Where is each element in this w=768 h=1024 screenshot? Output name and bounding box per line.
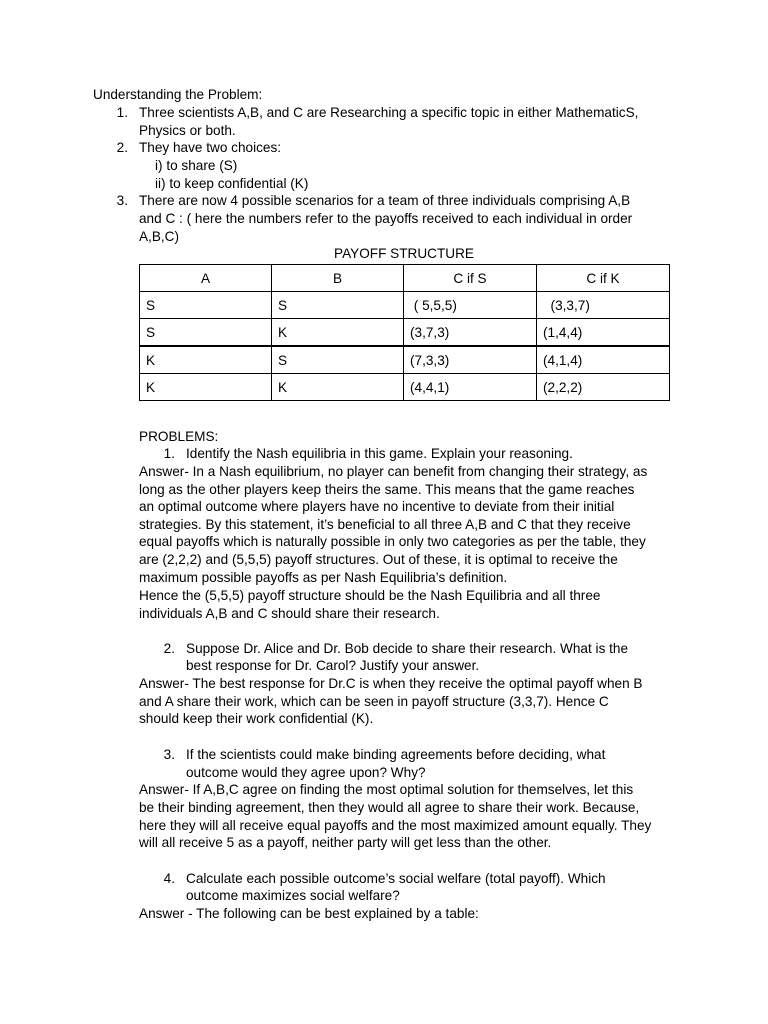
list-item-text: A,B,C) — [139, 229, 180, 244]
table-row — [140, 346, 670, 374]
table-cell: (4,1,4) — [537, 346, 670, 374]
answer-text: equal payoffs which is naturally possible in only two categories as per the table, they — [139, 534, 646, 549]
answer-text: strategies. By this statement, it’s beneficial to all three A,B and C that they receive — [139, 517, 631, 532]
answer-text: an optimal outcome where players have no incentive to deviate from their initial — [139, 499, 615, 514]
answer-text: long as the other players keep theirs the same. This means that the game reaches — [139, 482, 635, 497]
table-title: PAYOFF STRUCTURE — [334, 246, 474, 261]
column-header: C if S — [404, 265, 537, 292]
table-cell: (7,3,3) — [404, 346, 537, 374]
question-text: outcome maximizes social welfare? — [186, 888, 400, 903]
answer-text: should keep their work confidential (K). — [139, 711, 374, 726]
list-number: 3. — [116, 193, 128, 208]
table-cell: S — [140, 319, 272, 347]
table-row — [140, 292, 670, 319]
answer-text: Answer- In a Nash equilibrium, no player can benefit from changing their strategy, as — [139, 464, 648, 479]
question-number: 1. — [163, 446, 175, 461]
column-header: C if K — [537, 265, 670, 292]
table-cell: (1,4,4) — [537, 319, 670, 347]
list-item-text: There are now 4 possible scenarios for a team of three individuals comprising A,B — [139, 193, 631, 208]
table-row — [140, 319, 670, 347]
list-item-text: and C : ( here the numbers refer to the payoffs received to each individual in order — [139, 211, 633, 226]
answer-text: and A share their work, which can be seen in payoff structure (3,3,7). Hence C — [139, 694, 609, 709]
list-number: 1. — [116, 105, 128, 120]
column-header: B — [272, 265, 404, 292]
answer-text: Answer- The best response for Dr.C is when they receive the optimal payoff when B — [139, 676, 643, 691]
question-text: If the scientists could make binding agreements before deciding, what — [186, 747, 606, 762]
question-text: best response for Dr. Carol? Justify your answer. — [186, 658, 480, 673]
table-cell: S — [272, 346, 404, 374]
question-number: 3. — [163, 747, 175, 762]
column-header: A — [140, 265, 272, 292]
table-cell: K — [272, 374, 404, 401]
table-cell: S — [272, 292, 404, 319]
document-heading: Understanding the Problem: — [93, 87, 263, 102]
table-cell: K — [272, 319, 404, 347]
question-number: 2. — [163, 641, 175, 656]
answer-text: Answer- If A,B,C agree on finding the most optimal solution for themselves, let this — [139, 782, 634, 797]
payoff-table — [139, 264, 670, 401]
table-cell: ( 5,5,5) — [404, 292, 537, 319]
problems-heading: PROBLEMS: — [139, 429, 219, 444]
question-text: outcome would they agree upon? Why? — [186, 765, 426, 780]
question-text: Suppose Dr. Alice and Dr. Bob decide to share their research. What is the — [186, 641, 629, 656]
table-cell: K — [140, 346, 272, 374]
list-item-text: Physics or both. — [139, 123, 236, 138]
sub-item: i) to share (S) — [155, 158, 238, 173]
table-cell: S — [140, 292, 272, 319]
table-header-row — [140, 265, 670, 292]
table-row — [140, 374, 670, 401]
table-cell: (2,2,2) — [537, 374, 670, 401]
table-cell: (3,3,7) — [537, 292, 670, 319]
table-cell: K — [140, 374, 272, 401]
answer-text: will all receive 5 as a payoff, neither party will get less than the other. — [139, 835, 552, 850]
answer-text: here they will all receive equal payoffs and the most maximized amount equally. They — [139, 818, 652, 833]
answer-text: be their binding agreement, then they would all agree to share their work. Because, — [139, 800, 640, 815]
list-item-text: Three scientists A,B, and C are Researching a specific topic in either MathematicS, — [139, 105, 639, 120]
answer-text: individuals A,B and C should share their research. — [139, 606, 440, 621]
table-cell: (4,4,1) — [404, 374, 537, 401]
answer-text: Answer - The following can be best explained by a table: — [139, 906, 479, 921]
question-text: Identify the Nash equilibria in this game. Explain your reasoning. — [186, 446, 573, 461]
list-number: 2. — [116, 140, 128, 155]
sub-item: ii) to keep confidential (K) — [155, 176, 309, 191]
question-text: Calculate each possible outcome’s social welfare (total payoff). Which — [186, 871, 606, 886]
question-number: 4. — [163, 871, 175, 886]
table-cell: (3,7,3) — [404, 319, 537, 347]
list-item-text: They have two choices: — [139, 140, 282, 155]
answer-text: Hence the (5,5,5) payoff structure should be the Nash Equilibria and all three — [139, 588, 601, 603]
answer-text: maximum possible payoffs as per Nash Equilibria’s definition. — [139, 570, 508, 585]
answer-text: are (2,2,2) and (5,5,5) payoff structures. Out of these, it is optimal to receive the — [139, 552, 618, 567]
